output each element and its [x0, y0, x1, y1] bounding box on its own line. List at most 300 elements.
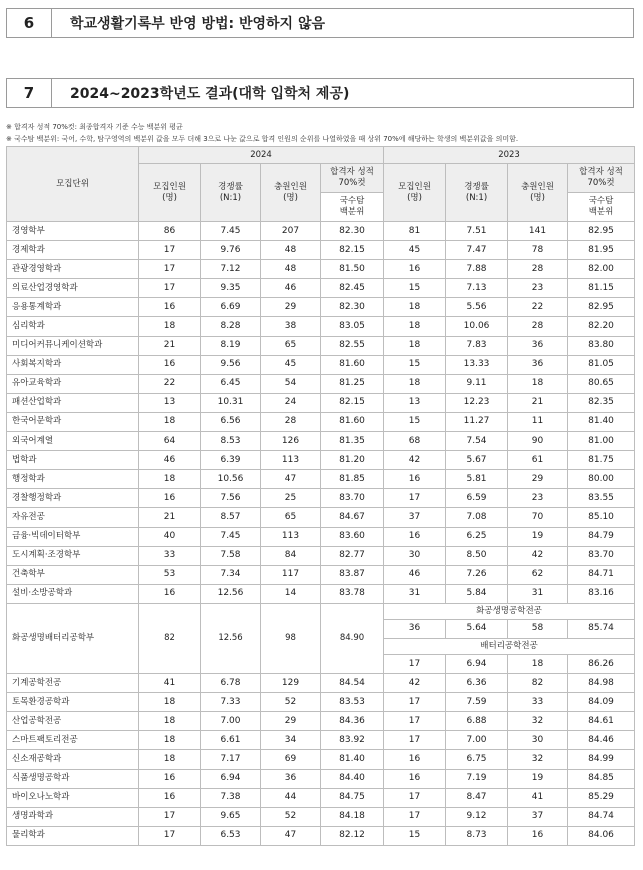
value-cell: 42	[384, 451, 446, 470]
note-line: ※ 합격자 성적 70%컷: 최종합격자 기준 수능 백분위 평균	[6, 123, 183, 131]
value-cell: 82.45	[321, 279, 384, 298]
value-cell: 12.23	[446, 393, 508, 412]
unit-name-cell: 생명과학과	[7, 807, 139, 826]
value-cell: 81.75	[568, 451, 635, 470]
value-cell: 16	[384, 527, 446, 546]
value-cell: 22	[508, 298, 568, 317]
value-cell: 17	[384, 788, 446, 807]
value-cell: 82.15	[321, 241, 384, 260]
value-cell: 36	[508, 355, 568, 374]
value-cell: 16	[508, 826, 568, 845]
unit-name-cell: 건축학부	[7, 565, 139, 584]
unit-name-cell: 토목환경공학과	[7, 693, 139, 712]
col-cut: 합격자 성적 70%컷	[321, 164, 384, 193]
col-cut-sub: 국수탐 백분위	[568, 193, 635, 222]
value-cell: 42	[384, 674, 446, 693]
col-fill: 충원인원 (명)	[508, 164, 568, 222]
table-row	[7, 260, 635, 279]
value-cell: 85.29	[568, 788, 635, 807]
value-cell: 52	[261, 807, 321, 826]
value-cell: 81	[384, 222, 446, 241]
value-cell: 18	[508, 374, 568, 393]
value-cell: 18	[384, 298, 446, 317]
value-cell: 17	[139, 241, 201, 260]
unit-name-cell: 행정학과	[7, 470, 139, 489]
value-cell: 84.75	[321, 788, 384, 807]
value-cell: 113	[261, 451, 321, 470]
table-row	[7, 603, 635, 619]
value-cell: 31	[384, 584, 446, 603]
value-cell: 18	[508, 654, 568, 673]
value-cell: 21	[139, 508, 201, 527]
year-header-2023: 2023	[384, 147, 635, 164]
value-cell: 7.34	[201, 565, 261, 584]
value-cell: 80.65	[568, 374, 635, 393]
value-cell: 7.59	[446, 693, 508, 712]
value-cell: 15	[384, 279, 446, 298]
value-cell: 17	[139, 279, 201, 298]
value-cell: 41	[139, 674, 201, 693]
value-cell: 81.05	[568, 355, 635, 374]
value-cell: 83.53	[321, 693, 384, 712]
value-cell: 38	[261, 317, 321, 336]
value-cell: 83.60	[321, 527, 384, 546]
value-cell: 17	[384, 489, 446, 508]
value-cell: 113	[261, 527, 321, 546]
value-cell: 81.00	[568, 432, 635, 451]
col-cut-sub: 국수탐 백분위	[321, 193, 384, 222]
value-cell: 36	[261, 769, 321, 788]
section-6-header	[6, 8, 634, 38]
value-cell: 15	[384, 826, 446, 845]
value-cell: 62	[508, 565, 568, 584]
value-cell: 8.28	[201, 317, 261, 336]
value-cell: 31	[508, 584, 568, 603]
table-row	[7, 693, 635, 712]
value-cell: 6.45	[201, 374, 261, 393]
value-cell: 78	[508, 241, 568, 260]
value-cell: 83.78	[321, 584, 384, 603]
table-row	[7, 451, 635, 470]
value-cell: 41	[508, 788, 568, 807]
value-cell: 8.53	[201, 432, 261, 451]
table-row	[7, 584, 635, 603]
unit-name-cell: 경영학부	[7, 222, 139, 241]
value-cell: 47	[261, 470, 321, 489]
col-cut: 합격자 성적 70%컷	[568, 164, 635, 193]
value-cell: 17	[139, 807, 201, 826]
value-cell: 69	[261, 750, 321, 769]
value-cell: 84.90	[321, 603, 384, 673]
value-cell: 68	[384, 432, 446, 451]
value-cell: 83.70	[321, 489, 384, 508]
value-cell: 32	[508, 750, 568, 769]
value-cell: 82.15	[321, 393, 384, 412]
value-cell: 7.45	[201, 527, 261, 546]
value-cell: 8.57	[201, 508, 261, 527]
value-cell: 28	[508, 260, 568, 279]
value-cell: 18	[139, 317, 201, 336]
value-cell: 9.11	[446, 374, 508, 393]
value-cell: 81.60	[321, 355, 384, 374]
value-cell: 84	[261, 546, 321, 565]
value-cell: 7.17	[201, 750, 261, 769]
value-cell: 6.53	[201, 826, 261, 845]
unit-name-cell: 관광경영학과	[7, 260, 139, 279]
value-cell: 6.25	[446, 527, 508, 546]
unit-name-cell: 바이오나노학과	[7, 788, 139, 807]
unit-header: 모집단위	[7, 147, 139, 222]
value-cell: 84.71	[568, 565, 635, 584]
value-cell: 8.50	[446, 546, 508, 565]
unit-name-cell: 자유전공	[7, 508, 139, 527]
value-cell: 33	[508, 693, 568, 712]
value-cell: 10.06	[446, 317, 508, 336]
value-cell: 7.51	[446, 222, 508, 241]
section-number: 7	[7, 79, 52, 107]
value-cell: 54	[261, 374, 321, 393]
value-cell: 13.33	[446, 355, 508, 374]
value-cell: 61	[508, 451, 568, 470]
year-header-2024: 2024	[139, 147, 384, 164]
table-row	[7, 374, 635, 393]
table-row	[7, 241, 635, 260]
table-row	[7, 769, 635, 788]
unit-name-cell: 사회복지학과	[7, 355, 139, 374]
table-row	[7, 731, 635, 750]
value-cell: 84.40	[321, 769, 384, 788]
value-cell: 84.09	[568, 693, 635, 712]
value-cell: 81.15	[568, 279, 635, 298]
value-cell: 28	[261, 412, 321, 431]
col-fill: 충원인원 (명)	[261, 164, 321, 222]
value-cell: 82.20	[568, 317, 635, 336]
value-cell: 82	[139, 603, 201, 673]
value-cell: 6.59	[446, 489, 508, 508]
table-row	[7, 355, 635, 374]
unit-name-cell: 기계공학전공	[7, 674, 139, 693]
value-cell: 81.35	[321, 432, 384, 451]
value-cell: 18	[139, 712, 201, 731]
col-rate: 경쟁률 (N:1)	[446, 164, 508, 222]
value-cell: 70	[508, 508, 568, 527]
value-cell: 207	[261, 222, 321, 241]
value-cell: 6.36	[446, 674, 508, 693]
value-cell: 9.35	[201, 279, 261, 298]
table-row	[7, 222, 635, 241]
value-cell: 47	[261, 826, 321, 845]
value-cell: 16	[384, 470, 446, 489]
value-cell: 25	[261, 489, 321, 508]
value-cell: 7.58	[201, 546, 261, 565]
table-row	[7, 393, 635, 412]
notes	[6, 121, 636, 145]
value-cell: 8.47	[446, 788, 508, 807]
unit-name-cell: 법학과	[7, 451, 139, 470]
table-row	[7, 788, 635, 807]
value-cell: 81.95	[568, 241, 635, 260]
value-cell: 82.77	[321, 546, 384, 565]
value-cell: 21	[139, 336, 201, 355]
value-cell: 83.87	[321, 565, 384, 584]
col-quota: 모집인원 (명)	[139, 164, 201, 222]
unit-name-cell: 유아교육학과	[7, 374, 139, 393]
table-row	[7, 432, 635, 451]
value-cell: 6.78	[201, 674, 261, 693]
value-cell: 129	[261, 674, 321, 693]
table-row	[7, 279, 635, 298]
unit-name-cell: 신소재공학과	[7, 750, 139, 769]
table-row	[7, 826, 635, 845]
value-cell: 23	[508, 489, 568, 508]
value-cell: 34	[261, 731, 321, 750]
value-cell: 9.65	[201, 807, 261, 826]
value-cell: 12.56	[201, 584, 261, 603]
value-cell: 6.61	[201, 731, 261, 750]
value-cell: 82.35	[568, 393, 635, 412]
table-row	[7, 546, 635, 565]
value-cell: 81.25	[321, 374, 384, 393]
value-cell: 6.88	[446, 712, 508, 731]
value-cell: 17	[139, 260, 201, 279]
value-cell: 83.92	[321, 731, 384, 750]
value-cell: 84.46	[568, 731, 635, 750]
unit-name-cell: 의료산업경영학과	[7, 279, 139, 298]
value-cell: 7.88	[446, 260, 508, 279]
section-title: 학교생활기록부 반영 방법: 반영하지 않음	[70, 16, 326, 32]
value-cell: 18	[139, 731, 201, 750]
value-cell: 7.26	[446, 565, 508, 584]
value-cell: 7.13	[446, 279, 508, 298]
unit-name-cell: 금융·빅데이터학부	[7, 527, 139, 546]
value-cell: 82.95	[568, 222, 635, 241]
value-cell: 15	[384, 355, 446, 374]
value-cell: 5.64	[446, 619, 508, 638]
value-cell: 10.31	[201, 393, 261, 412]
value-cell: 10.56	[201, 470, 261, 489]
value-cell: 126	[261, 432, 321, 451]
table-row	[7, 489, 635, 508]
value-cell: 33	[139, 546, 201, 565]
value-cell: 5.81	[446, 470, 508, 489]
value-cell: 18	[139, 412, 201, 431]
value-cell: 83.70	[568, 546, 635, 565]
table-row	[7, 527, 635, 546]
value-cell: 81.40	[321, 750, 384, 769]
value-cell: 17	[384, 654, 446, 673]
value-cell: 7.00	[201, 712, 261, 731]
value-cell: 45	[384, 241, 446, 260]
value-cell: 18	[384, 317, 446, 336]
unit-name-cell: 도시계획·조경학부	[7, 546, 139, 565]
table-body	[7, 222, 635, 846]
unit-name-cell: 한국어문학과	[7, 412, 139, 431]
value-cell: 7.56	[201, 489, 261, 508]
section-title: 2024~2023학년도 결과(대학 입학처 제공)	[70, 86, 350, 102]
value-cell: 32	[508, 712, 568, 731]
value-cell: 84.06	[568, 826, 635, 845]
value-cell: 16	[384, 260, 446, 279]
value-cell: 29	[261, 298, 321, 317]
value-cell: 46	[139, 451, 201, 470]
value-cell: 28	[508, 317, 568, 336]
value-cell: 36	[508, 336, 568, 355]
value-cell: 5.84	[446, 584, 508, 603]
value-cell: 7.45	[201, 222, 261, 241]
value-cell: 64	[139, 432, 201, 451]
value-cell: 11	[508, 412, 568, 431]
value-cell: 81.60	[321, 412, 384, 431]
value-cell: 12.56	[201, 603, 261, 673]
value-cell: 7.08	[446, 508, 508, 527]
results-table	[6, 146, 635, 846]
value-cell: 17	[384, 731, 446, 750]
value-cell: 84.61	[568, 712, 635, 731]
value-cell: 40	[139, 527, 201, 546]
value-cell: 83.80	[568, 336, 635, 355]
value-cell: 18	[139, 470, 201, 489]
value-cell: 82.12	[321, 826, 384, 845]
value-cell: 21	[508, 393, 568, 412]
value-cell: 80.00	[568, 470, 635, 489]
value-cell: 6.56	[201, 412, 261, 431]
value-cell: 83.55	[568, 489, 635, 508]
value-cell: 15	[384, 412, 446, 431]
table-row	[7, 565, 635, 584]
value-cell: 6.75	[446, 750, 508, 769]
value-cell: 53	[139, 565, 201, 584]
value-cell: 6.94	[446, 654, 508, 673]
value-cell: 23	[508, 279, 568, 298]
unit-name-cell: 설비·소방공학과	[7, 584, 139, 603]
note-line: ※ 국수탐 백분위: 국어, 수학, 탐구영역의 백분위 값을 모두 더해 3으로 나눈 값으로 합격 인원의 순위를 나열하였을 때 상위 70%에 해당하는 학생의 백분위값을 의미함.	[6, 135, 519, 143]
value-cell: 84.74	[568, 807, 635, 826]
unit-name-cell: 패션산업학과	[7, 393, 139, 412]
value-cell: 86	[139, 222, 201, 241]
value-cell: 83.16	[568, 584, 635, 603]
value-cell: 81.20	[321, 451, 384, 470]
table-row	[7, 712, 635, 731]
value-cell: 81.40	[568, 412, 635, 431]
value-cell: 37	[384, 508, 446, 527]
value-cell: 17	[384, 693, 446, 712]
value-cell: 36	[384, 619, 446, 638]
col-rate: 경쟁률 (N:1)	[201, 164, 261, 222]
value-cell: 98	[261, 603, 321, 673]
value-cell: 7.38	[201, 788, 261, 807]
table-row	[7, 412, 635, 431]
value-cell: 17	[139, 826, 201, 845]
value-cell: 81.50	[321, 260, 384, 279]
value-cell: 84.36	[321, 712, 384, 731]
value-cell: 9.12	[446, 807, 508, 826]
value-cell: 82	[508, 674, 568, 693]
value-cell: 22	[139, 374, 201, 393]
value-cell: 9.56	[201, 355, 261, 374]
unit-name-cell: 미디어커뮤니케이션학과	[7, 336, 139, 355]
value-cell: 16	[384, 769, 446, 788]
value-cell: 82.95	[568, 298, 635, 317]
value-cell: 18	[139, 693, 201, 712]
value-cell: 84.99	[568, 750, 635, 769]
value-cell: 84.67	[321, 508, 384, 527]
value-cell: 화공생명공학전공	[384, 603, 635, 619]
unit-name-cell: 물리학과	[7, 826, 139, 845]
unit-name-cell: 스마트팩토리전공	[7, 731, 139, 750]
value-cell: 6.39	[201, 451, 261, 470]
unit-name-cell: 식품생명공학과	[7, 769, 139, 788]
value-cell: 7.12	[201, 260, 261, 279]
value-cell: 85.74	[568, 619, 635, 638]
table-row	[7, 508, 635, 527]
value-cell: 5.56	[446, 298, 508, 317]
value-cell: 7.47	[446, 241, 508, 260]
value-cell: 45	[261, 355, 321, 374]
value-cell: 81.85	[321, 470, 384, 489]
value-cell: 16	[139, 298, 201, 317]
table-row	[7, 674, 635, 693]
value-cell: 84.18	[321, 807, 384, 826]
table-row	[7, 807, 635, 826]
value-cell: 7.19	[446, 769, 508, 788]
value-cell: 16	[384, 750, 446, 769]
value-cell: 9.76	[201, 241, 261, 260]
table-row	[7, 298, 635, 317]
value-cell: 29	[508, 470, 568, 489]
value-cell: 65	[261, 336, 321, 355]
value-cell: 16	[139, 355, 201, 374]
value-cell: 8.73	[446, 826, 508, 845]
unit-name-cell: 경제학과	[7, 241, 139, 260]
value-cell: 5.67	[446, 451, 508, 470]
value-cell: 18	[139, 750, 201, 769]
unit-name-cell: 응용통계학과	[7, 298, 139, 317]
section-7-header	[6, 78, 634, 108]
value-cell: 29	[261, 712, 321, 731]
unit-name-cell: 경찰행정학과	[7, 489, 139, 508]
table-row	[7, 336, 635, 355]
value-cell: 42	[508, 546, 568, 565]
value-cell: 6.69	[201, 298, 261, 317]
value-cell: 84.54	[321, 674, 384, 693]
value-cell: 7.33	[201, 693, 261, 712]
table-row	[7, 750, 635, 769]
value-cell: 13	[384, 393, 446, 412]
value-cell: 82.30	[321, 222, 384, 241]
table-header	[7, 147, 635, 222]
value-cell: 37	[508, 807, 568, 826]
value-cell: 8.19	[201, 336, 261, 355]
col-quota: 모집인원 (명)	[384, 164, 446, 222]
value-cell: 84.79	[568, 527, 635, 546]
value-cell: 65	[261, 508, 321, 527]
value-cell: 82.55	[321, 336, 384, 355]
value-cell: 18	[384, 374, 446, 393]
value-cell: 14	[261, 584, 321, 603]
value-cell: 30	[384, 546, 446, 565]
value-cell: 17	[384, 712, 446, 731]
value-cell: 11.27	[446, 412, 508, 431]
value-cell: 46	[384, 565, 446, 584]
value-cell: 7.83	[446, 336, 508, 355]
value-cell: 48	[261, 260, 321, 279]
value-cell: 141	[508, 222, 568, 241]
value-cell: 6.94	[201, 769, 261, 788]
value-cell: 44	[261, 788, 321, 807]
value-cell: 58	[508, 619, 568, 638]
value-cell: 16	[139, 769, 201, 788]
value-cell: 46	[261, 279, 321, 298]
